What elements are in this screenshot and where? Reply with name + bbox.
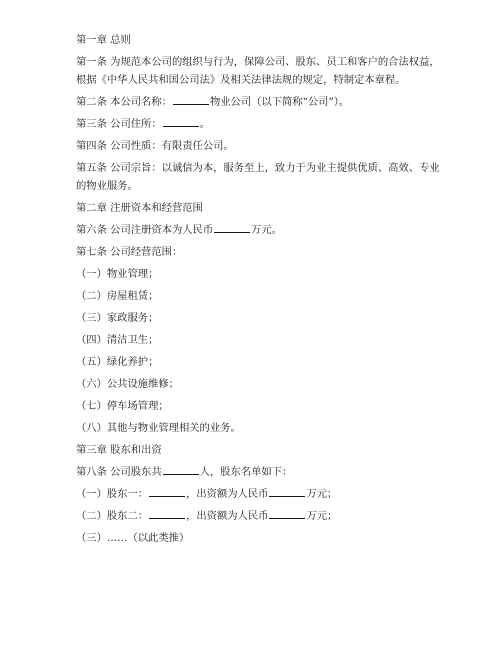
scope-item: （八）其他与物业管理相关的业务。	[76, 422, 241, 434]
shareholder-2-unit: 万元；	[306, 510, 338, 522]
article-2	[76, 93, 436, 111]
shareholder-1-label: （一）股东一：	[76, 488, 149, 500]
chapter-2-heading: 第二章 注册资本和经营范围	[76, 202, 203, 214]
article-1-line-1: 第一条 为规范本公司的组织与行为，保障公司、股东、员工和客户的合法权益，	[76, 56, 440, 68]
scope-item: （一）物业管理；	[76, 268, 159, 280]
article-8	[76, 463, 436, 481]
scope-item: （二）房屋租赁；	[76, 290, 159, 302]
scope-item: （五）绿化养护；	[76, 356, 159, 368]
article-7: 第七条 公司经营范围：	[76, 246, 183, 258]
article-1-line-2: 根据《中华人民共和国公司法》及相关法律法规的规定，特制定本章程。	[76, 74, 406, 86]
scope-item: （七）停车场管理；	[76, 400, 169, 412]
shareholder-item	[76, 485, 436, 503]
article-8-text-before: 第八条 公司股东共	[76, 466, 162, 478]
article-4: 第四条 公司性质：有限责任公司。	[76, 140, 234, 152]
scope-item: （六）公共设施维修；	[76, 378, 179, 390]
shareholder-1-unit: 万元；	[306, 488, 338, 500]
article-3-text-before: 第三条 公司住所：	[76, 118, 162, 130]
chapter-3-heading: 第三章 股东和出资	[76, 444, 162, 456]
article-5-line-1: 第五条 公司宗旨：以诚信为本，服务至上，致力于为业主提供优质、高效、专业	[76, 162, 440, 174]
article-3	[76, 115, 436, 133]
shareholder-2-amount-blank	[269, 508, 305, 519]
scope-item: （四）清洁卫生；	[76, 334, 159, 346]
article-8-text-after: 人，股东名单如下：	[199, 466, 293, 478]
shareholder-count-blank	[163, 464, 199, 475]
chapter-1-heading: 第一章 总则	[76, 34, 131, 46]
shareholder-item	[76, 507, 436, 525]
article-6	[76, 221, 436, 239]
article-2-text-before: 第二条 本公司名称：	[76, 96, 172, 108]
article-2-text-after: 物业公司（以下简称“公司”）。	[209, 96, 350, 108]
shareholder-2-label: （二）股东二：	[76, 510, 149, 522]
article-3-text-after: 。	[199, 118, 210, 130]
article-5-line-2: 的物业服务。	[76, 180, 138, 192]
company-name-blank	[173, 94, 209, 105]
shareholder-1-name-blank	[149, 486, 185, 497]
scope-item: （三）家政服务；	[76, 312, 159, 324]
shareholder-1-amount-blank	[269, 486, 305, 497]
article-6-text-before: 第六条 公司注册资本为人民币	[76, 224, 214, 236]
shareholder-1-mid: ，出资额为人民币	[186, 488, 269, 500]
shareholder-2-mid: ，出资额为人民币	[186, 510, 269, 522]
shareholder-2-name-blank	[149, 508, 185, 519]
shareholder-item: （三）……（以此类推）	[76, 532, 190, 544]
registered-capital-blank	[214, 222, 250, 233]
article-6-text-after: 万元。	[251, 224, 283, 236]
address-blank	[163, 116, 199, 127]
